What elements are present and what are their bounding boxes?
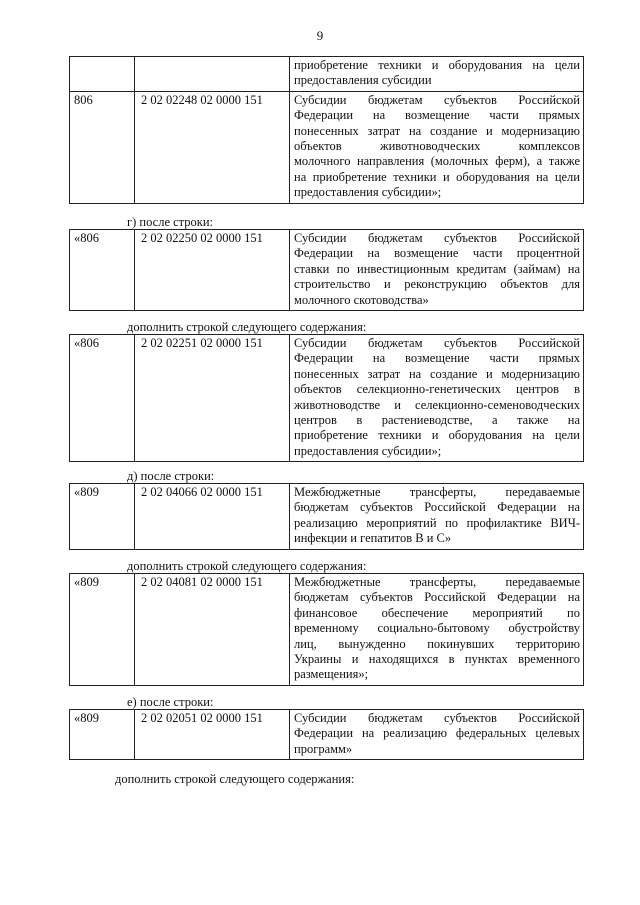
description-line: лиц, вынужденно покинувших территорию <box>294 636 580 651</box>
description-cell <box>290 91 584 203</box>
description-line: приобретение техники и оборудования на цели <box>294 58 580 72</box>
description-line: предоставления субсидии»; <box>294 185 442 200</box>
description-line: объектов селекционно-генетических центров в <box>294 382 580 397</box>
description-line: Федерации на возмещение части прямых <box>294 108 580 123</box>
instruction-d: д) после строки: <box>127 469 215 483</box>
description-line: реализацию мероприятий по профилактике ВИЧ- <box>294 515 580 530</box>
table-row <box>70 91 584 203</box>
description-line: молочного направления (молочных ферм), а также <box>294 154 580 169</box>
description-line: Федерации на реализацию федеральных целевых <box>294 726 580 741</box>
description-cell <box>290 57 584 92</box>
description-line: предоставления субсидии»; <box>294 443 442 458</box>
description-line: размещения»; <box>294 667 369 682</box>
instruction-e: е) после строки: <box>127 695 214 709</box>
kbk-code-cell: 2 02 04081 02 0000 151 <box>135 574 290 686</box>
description-line: Субсидии бюджетам субъектов Российской <box>294 231 580 245</box>
budget-code-cell <box>70 57 135 92</box>
description-line: Украины и находящихся в пунктах временного <box>294 652 580 667</box>
description-line: молочного скотоводства» <box>294 292 429 307</box>
kbk-code-cell <box>135 57 290 92</box>
description-line: финансовое обеспечение мероприятий по <box>294 605 580 620</box>
table-row <box>70 230 584 311</box>
kbk-code-cell: 2 02 04066 02 0000 151 <box>135 484 290 550</box>
description-line: Федерации на возмещение части процентной <box>294 246 580 261</box>
budget-table-continuation <box>69 56 584 204</box>
kbk-code-cell: 2 02 02248 02 0000 151 <box>135 91 290 203</box>
description-line: ставки по инвестиционным кредитам (займам) на <box>294 261 580 276</box>
budget-table-add-1 <box>69 334 584 462</box>
description-cell <box>290 710 584 760</box>
description-line: Федерации на возмещение части прямых <box>294 351 580 366</box>
table-row <box>70 57 584 92</box>
description-line: бюджетам субъектов Российской Федерации на <box>294 590 580 605</box>
page-number: 9 <box>316 28 324 43</box>
description-line: на приобретение техники и оборудования на цели <box>294 169 580 184</box>
kbk-code-cell: 2 02 02251 02 0000 151 <box>135 335 290 462</box>
budget-code-cell: «806 <box>70 230 135 311</box>
description-line: понесенных затрат на создание и модернизацию <box>294 366 580 381</box>
table-row <box>70 710 584 760</box>
description-line: Субсидии бюджетам субъектов Российской <box>294 711 580 725</box>
description-line: предоставления субсидии <box>294 73 432 88</box>
budget-code-cell: 806 <box>70 91 135 203</box>
instruction-g: г) после строки: <box>127 215 214 229</box>
description-line: приобретение техники и оборудования на цели <box>294 428 580 443</box>
budget-table-e <box>69 709 584 760</box>
description-line: Субсидии бюджетам субъектов Российской <box>294 92 580 107</box>
instruction-add-3: дополнить строкой следующего содержания: <box>115 772 355 786</box>
description-line: животноводстве и селекционно-семеноводческих <box>294 397 580 412</box>
instruction-add-1: дополнить строкой следующего содержания: <box>127 320 367 334</box>
table-row <box>70 335 584 462</box>
description-line: Межбюджетные трансферты, передаваемые <box>294 485 580 499</box>
description-cell <box>290 230 584 311</box>
kbk-code-cell: 2 02 02051 02 0000 151 <box>135 710 290 760</box>
table-row <box>70 574 584 686</box>
description-cell <box>290 484 584 550</box>
kbk-code-cell: 2 02 02250 02 0000 151 <box>135 230 290 311</box>
budget-table-g <box>69 229 584 311</box>
description-line: Межбюджетные трансферты, передаваемые <box>294 575 580 589</box>
description-line: временному социально-бытовому обустройству <box>294 621 580 636</box>
description-cell <box>290 335 584 462</box>
budget-table-add-2 <box>69 573 584 686</box>
description-line: инфекции и гепатитов В и С» <box>294 531 452 546</box>
budget-code-cell: «809 <box>70 484 135 550</box>
description-line: объектов животноводческих комплексов <box>294 139 580 154</box>
description-line: понесенных затрат на создание и модернизацию <box>294 123 580 138</box>
budget-code-cell: «809 <box>70 710 135 760</box>
description-line: Субсидии бюджетам субъектов Российской <box>294 336 580 350</box>
description-cell <box>290 574 584 686</box>
description-line: центров в растениеводстве, а также на <box>294 413 580 428</box>
budget-code-cell: «809 <box>70 574 135 686</box>
description-line: программ» <box>294 741 353 756</box>
description-line: строительство и реконструкцию объектов для <box>294 277 580 292</box>
budget-code-cell: «806 <box>70 335 135 462</box>
description-line: бюджетам субъектов Российской Федерации на <box>294 500 580 515</box>
table-row <box>70 484 584 550</box>
instruction-add-2: дополнить строкой следующего содержания: <box>127 559 367 573</box>
budget-table-d <box>69 483 584 550</box>
